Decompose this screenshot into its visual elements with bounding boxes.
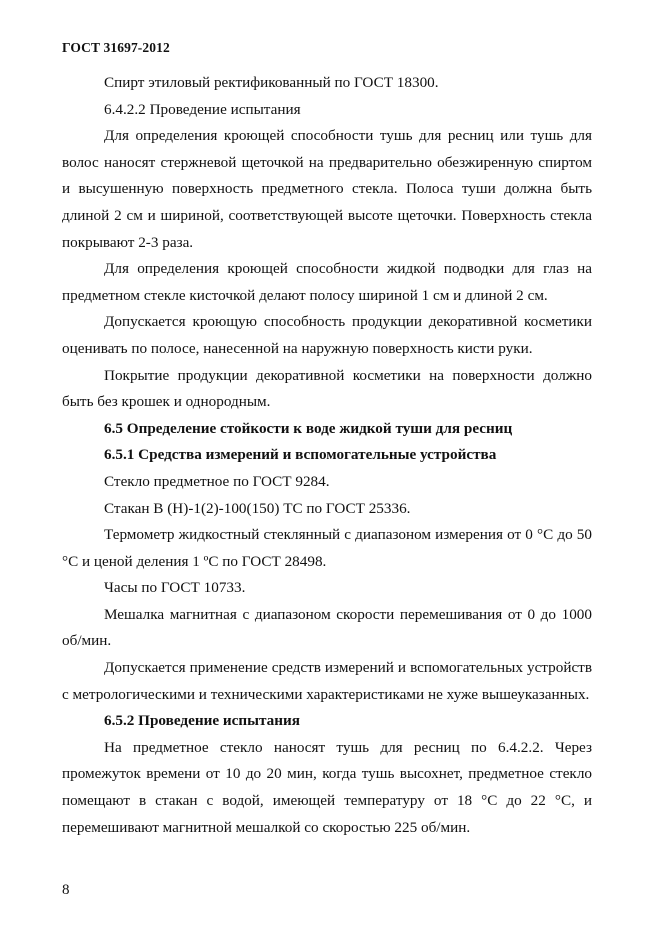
paragraph-hand-surface: Допускается кроющую способность продукции декоративной косметики оценивать по полосе, нанесенной на наружную поверхность кисти руки. bbox=[62, 313, 592, 357]
paragraph-equivalent-devices: Допускается применение средств измерений и вспомогательных устройств с метрологическими и техническими характеристиками не хуже вышеуказанных. bbox=[62, 659, 592, 703]
paragraph-materials: Спирт этиловый ректификованный по ГОСТ 18300. bbox=[104, 74, 439, 91]
document-header: ГОСТ 31697-2012 bbox=[62, 40, 170, 55]
section-heading-6-5-1: 6.5.1 Средства измерений и вспомогательные устройства bbox=[104, 446, 497, 464]
paragraph-thermometer: Термометр жидкостный стеклянный с диапазоном измерения от 0 °С до 50 °С и ценой деления 1 ºС по ГОСТ 28498. bbox=[62, 526, 592, 570]
paragraph-slide: Стекло предметное по ГОСТ 9284. bbox=[104, 472, 330, 490]
section-heading-6-5: 6.5 Определение стойкости к воде жидкой туши для ресниц bbox=[104, 419, 513, 437]
paragraph-mascara-coverage: Для определения кроющей способности тушь для ресниц или тушь для волос наносят стержневой щеточкой на предварительно обезжиренную спиртом и высушенную поверхность предметного стекла. Полоса туши должна быть длиной 2 см и шириной, соответствующей высоте щеточки. Поверхность стекла покрывают 2-3 раза. bbox=[62, 127, 592, 251]
section-heading-6-5-2: 6.5.2 Проведение испытания bbox=[104, 712, 300, 730]
section-heading-6-4-2-2: 6.4.2.2 Проведение испытания bbox=[104, 100, 301, 118]
paragraph-coating-quality: Покрытие продукции декоративной косметики на поверхности должно быть без крошек и однородным. bbox=[62, 366, 592, 411]
paragraph-beaker: Стакан В (Н)-1(2)-100(150) ТС по ГОСТ 25336. bbox=[104, 499, 411, 517]
page-number: 8 bbox=[62, 882, 70, 898]
paragraph-test-procedure: На предметное стекло наносят тушь для ресниц по 6.4.2.2. Через промежуток времени от 10 до 20 мин, когда тушь высохнет, предметное стекло помещают в стакан с водой, имеющей температуру от 18 °С до 22 °С, и перемешивают магнитной мешалкой со скоростью 225 об/мин. bbox=[62, 738, 592, 836]
paragraph-stirrer: Мешалка магнитная с диапазоном скорости перемешивания от 0 до 1000 об/мин. bbox=[62, 605, 592, 650]
document-body bbox=[62, 70, 592, 841]
paragraph-liquid-eyeliner: Для определения кроющей способности жидкой подводки для глаз на предметном стекле кисточкой делают полосу шириной 1 см и длиной 2 см. bbox=[62, 260, 592, 304]
paragraph-clock: Часы по ГОСТ 10733. bbox=[104, 579, 246, 597]
